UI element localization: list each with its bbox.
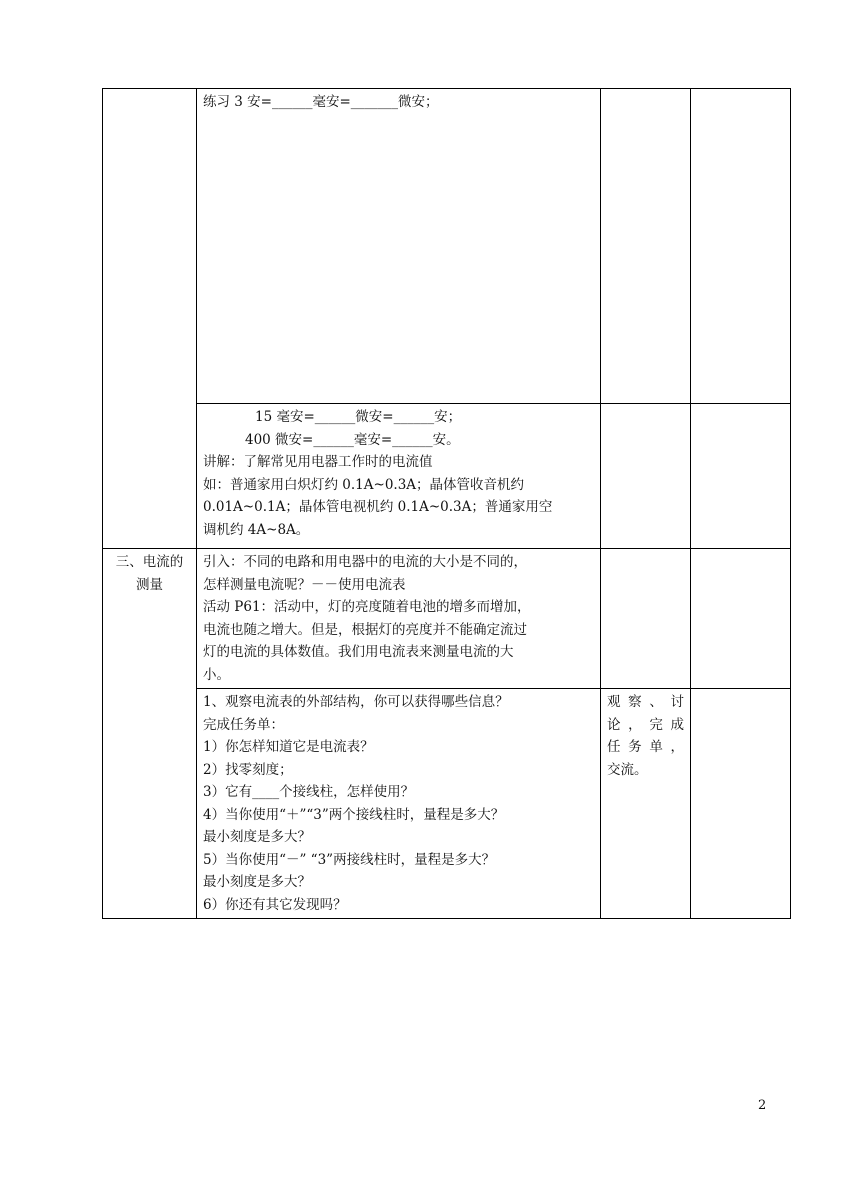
content-line: 0.01A~0.1A；晶体管电视机约 0.1A~0.3A；普通家用空: [203, 499, 553, 515]
content-line: 活动 P61：活动中，灯的亮度随着电池的增多而增加，: [203, 599, 531, 615]
content-line: 4）当你使用“＋”“3”两个接线柱时，量程是多大？: [203, 806, 505, 823]
content-line: 2）找零刻度；: [203, 761, 293, 778]
content-line: 400 微安=______毫安=______安。: [245, 431, 460, 448]
lesson-plan-table: [102, 88, 791, 919]
content-line: 1、观察电流表的外部结构，你可以获得哪些信息？: [203, 694, 509, 710]
content-line: 3）它有____个接线柱，怎样使用？: [203, 784, 415, 800]
content-line: 6）你还有其它发现吗？: [203, 896, 347, 913]
activity-cell: [601, 89, 691, 404]
section-title: 三、电流的测量: [115, 554, 184, 593]
content-line: 怎样测量电流呢？－－使用电流表: [203, 576, 406, 593]
content-line: 灯的电流的具体数值。我们用电流表来测量电流的大: [203, 644, 514, 660]
content-line: 最小刻度是多大？: [203, 829, 311, 845]
content-cell: [197, 404, 601, 549]
notes-cell: [691, 549, 791, 689]
activity-line: 论，完成: [607, 716, 684, 733]
activity-line: 观察、讨: [607, 694, 684, 710]
activity-cell: [601, 689, 691, 919]
content-line: 讲解：了解常见用电器工作时的电流值: [203, 454, 433, 470]
content-line: 1）你怎样知道它是电流表？: [203, 739, 374, 755]
content-line: 引入：不同的电路和用电器中的电流的大小是不同的，: [203, 554, 527, 570]
content-line: 小。: [203, 666, 230, 683]
activity-line: 交流。: [607, 761, 648, 778]
notes-cell: [691, 404, 791, 549]
table-row: [103, 689, 791, 919]
table-row: [103, 89, 791, 404]
content-line: 调机约 4A~8A。: [203, 521, 310, 538]
activity-line: 任务单，: [607, 739, 684, 755]
content-line: 练习 3 安=______毫安=_______微安；: [203, 94, 439, 110]
content-cell: [197, 549, 601, 689]
page-number: 2: [758, 1098, 767, 1113]
content-line: 如：普通家用白炽灯约 0.1A~0.3A；晶体管收音机约: [203, 476, 525, 493]
activity-cell: [601, 404, 691, 549]
table-row: [103, 549, 791, 689]
activity-cell: [601, 549, 691, 689]
content-cell: [197, 689, 601, 919]
content-line: 5）当你使用“－” “3”两接线柱时，量程是多大？: [203, 851, 496, 868]
section-cell: [103, 549, 197, 919]
content-line: 完成任务单：: [203, 716, 284, 733]
content-cell: [197, 89, 601, 404]
notes-cell: [691, 689, 791, 919]
content-line: 15 毫安=______微安=______安；: [255, 409, 462, 425]
notes-cell: [691, 89, 791, 404]
table-row: [103, 404, 791, 549]
content-line: 电流也随之增大。但是，根据灯的亮度并不能确定流过: [203, 621, 527, 638]
section-cell: [103, 89, 197, 549]
content-line: 最小刻度是多大？: [203, 874, 311, 890]
